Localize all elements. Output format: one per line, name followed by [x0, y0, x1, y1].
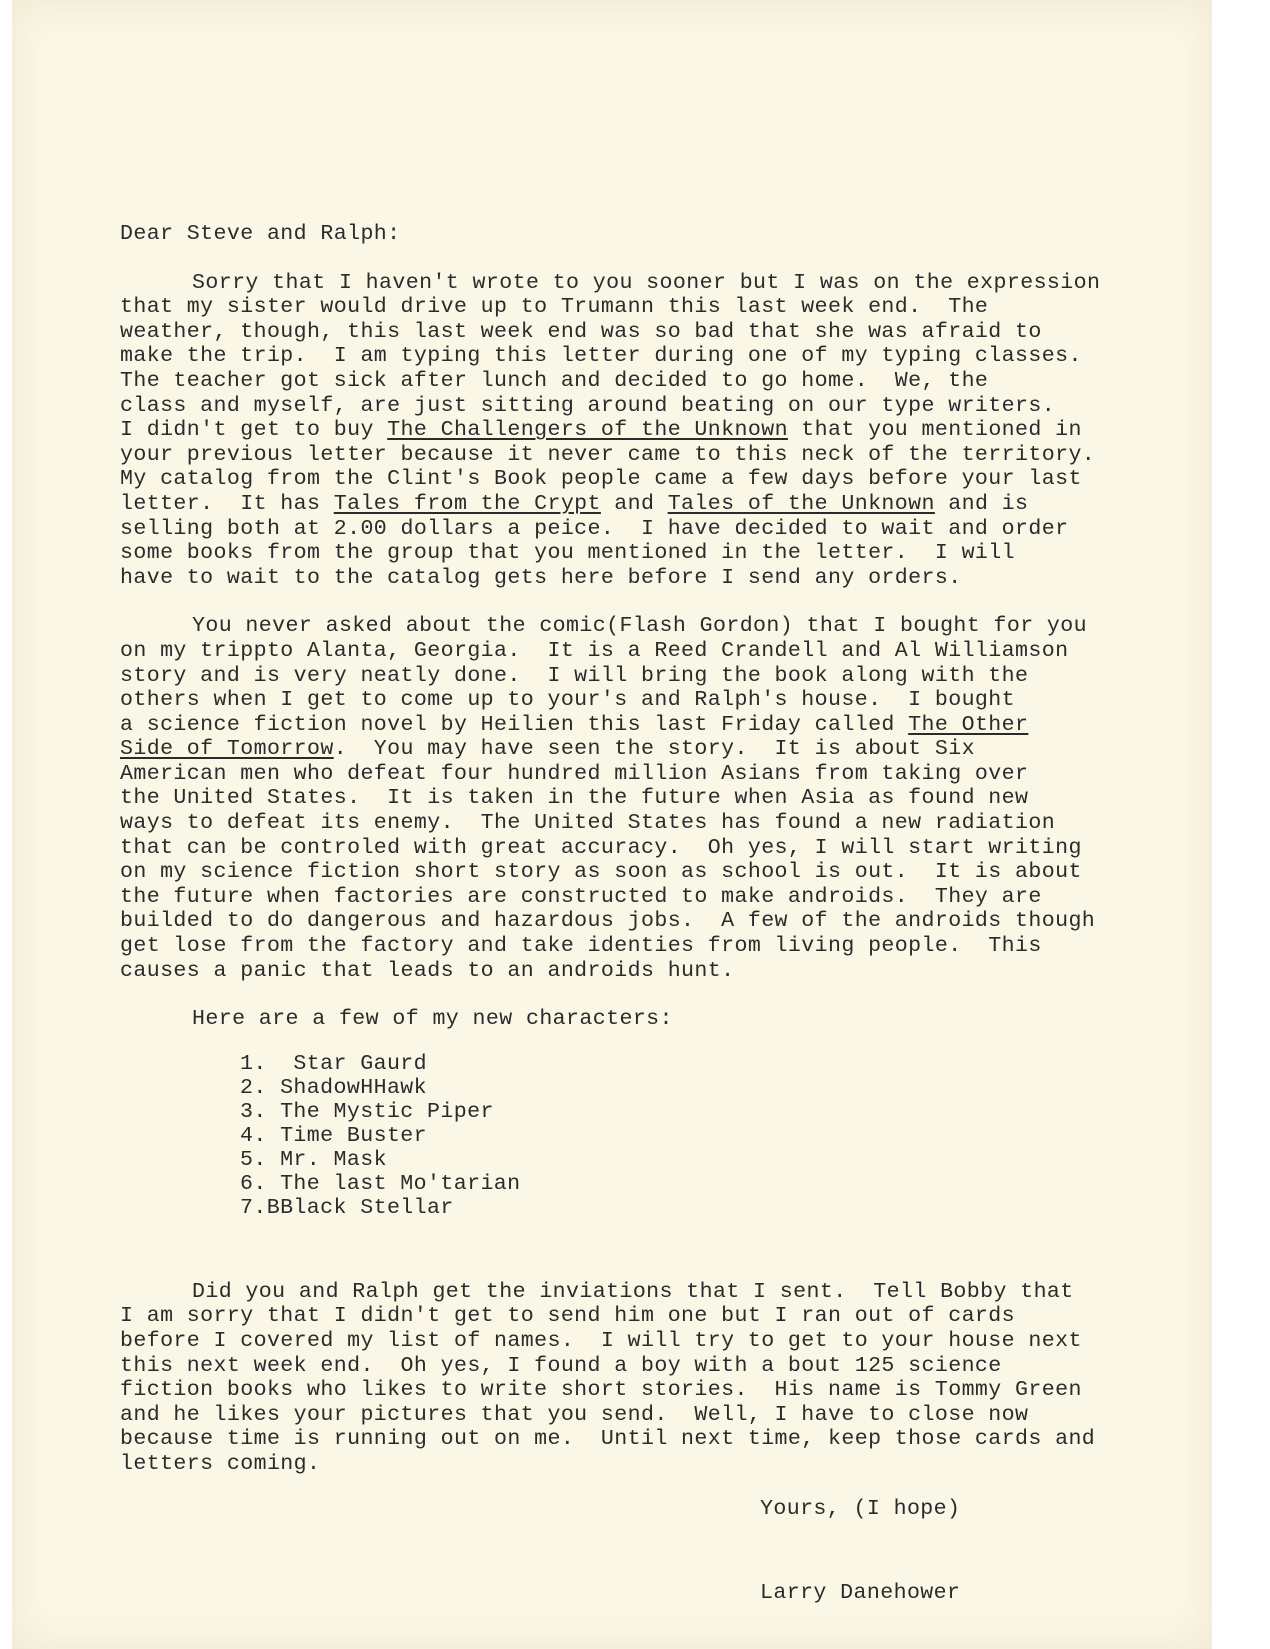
salutation: Dear Steve and Ralph: [120, 222, 401, 246]
closing-block [120, 1477, 1180, 1617]
text-segment: I didn't get to buy [120, 418, 388, 443]
text-line: builded to do dangerous and hazardous jobs. A few of the androids though [120, 909, 1096, 934]
text-line: before I covered my list of names. I will try to get to your house next [120, 1329, 1082, 1353]
text-line: your previous letter because it never came to this neck of the territory. [120, 442, 1096, 467]
text-line: others when I get to come up to your's and Ralph's house. I bought [120, 688, 1016, 713]
list-item: 7.BBlack Stellar [240, 1195, 454, 1220]
text-line: weather, though, this last week end was so bad that she was afraid to [120, 319, 1042, 344]
text-line: make the trip. I am typing this letter during one of my typing classes. [120, 344, 1082, 369]
paragraph-1 [120, 271, 1180, 591]
spacer [120, 590, 1180, 614]
text-line: this next week end. Oh yes, I found a boy with a bout 125 science [120, 1353, 1002, 1378]
list-item: 5. Mr. Mask [240, 1147, 387, 1172]
list-item: 3. The Mystic Piper [240, 1099, 494, 1124]
text-segment: letter. It has [120, 491, 334, 516]
spacer [120, 1220, 1180, 1280]
text-line: and he likes your pictures that you send. Well, I have to close now [120, 1402, 1029, 1427]
text-line: class and myself, are just sitting around beating on our type writers. [120, 393, 1056, 418]
text-line: because time is running out on me. Until next time, keep those cards and [120, 1427, 1096, 1452]
text-line: ways to defeat its enemy. The United States has found a new radiation [120, 811, 1056, 836]
text-line: causes a panic that leads to an androids hunt. [120, 958, 735, 983]
text-line: on my science fiction short story as soon as school is out. It is about [120, 860, 1082, 885]
text-line: that my sister would drive up to Trumann this last week end. The [120, 295, 989, 320]
characters-intro: Here are a few of my new characters: [192, 1007, 673, 1032]
text-line: that can be controled with great accuracy. Oh yes, I will start writing [120, 835, 1082, 860]
list-item: 1. Star Gaurd [240, 1051, 428, 1076]
text-line: I am sorry that I didn't get to send him one but I ran out of cards [120, 1304, 1016, 1329]
text-line: on my trippto Alanta, Georgia. It is a Reed Crandell and Al Williamson [120, 638, 1069, 663]
text-line [120, 713, 1180, 738]
text-line: selling both at 2.00 dollars a peice. I have decided to wait and order [120, 516, 1069, 541]
text-line: story and is very neatly done. I will bring the book along with the [120, 663, 1029, 688]
text-segment: that you mentioned in [787, 418, 1082, 443]
text-line: some books from the group that you mentioned in the letter. I will [120, 541, 1016, 566]
text-line: Sorry that I haven't wrote to you sooner but I was on the expression [192, 270, 1101, 295]
book-title: Tales of the Unknown [667, 491, 935, 516]
text-line: the United States. It is taken in the future when Asia as found new [120, 786, 1029, 811]
text-line: The teacher got sick after lunch and decided to go home. We, the [120, 368, 989, 393]
spacer [120, 983, 1180, 1007]
text-segment: a science fiction novel by Heilien this last Friday called [120, 712, 909, 737]
closing: Yours, (I hope) [760, 1496, 961, 1521]
paragraph-2 [120, 614, 1180, 983]
text-line: Did you and Ralph get the inviations that I sent. Tell Bobby that [192, 1279, 1074, 1304]
text-line [120, 418, 1180, 443]
text-line [120, 737, 1180, 762]
signature: Larry Danehower [760, 1580, 961, 1605]
text-segment: and [600, 491, 668, 516]
book-title: The Challengers of the Unknown [387, 418, 788, 443]
book-title: The Other [908, 712, 1029, 737]
text-line [120, 492, 1180, 517]
text-line: You never asked about the comic(Flash Gordon) that I bought for you [192, 614, 1088, 639]
list-item: 2. ShadowHHawk [240, 1075, 428, 1100]
text-line: get lose from the factory and take identies from living people. This [120, 934, 1042, 959]
letter-page [12, 0, 1212, 1649]
book-title: Side of Tomorrow [120, 737, 334, 762]
spacer [120, 247, 1180, 271]
text-line: have to wait to the catalog gets here before I send any orders. [120, 565, 962, 590]
text-segment: and is [934, 491, 1029, 516]
text-line: the future when factories are constructed to make androids. They are [120, 884, 1042, 909]
list-item: 6. The last Mo'tarian [240, 1171, 521, 1196]
text-line: My catalog from the Clint's Book people came a few days before your last [120, 467, 1082, 492]
text-segment: . You may have seen the story. It is about Six [333, 737, 975, 762]
paragraph-3 [120, 1280, 1180, 1477]
characters-list [240, 1052, 1180, 1220]
book-title: Tales from the Crypt [333, 491, 601, 516]
letter-body [120, 222, 1180, 1617]
text-line: American men who defeat four hundred million Asians from taking over [120, 761, 1029, 786]
text-line: letters coming. [120, 1451, 321, 1476]
text-line: fiction books who likes to write short stories. His name is Tommy Green [120, 1378, 1082, 1403]
list-item: 4. Time Buster [240, 1123, 428, 1148]
